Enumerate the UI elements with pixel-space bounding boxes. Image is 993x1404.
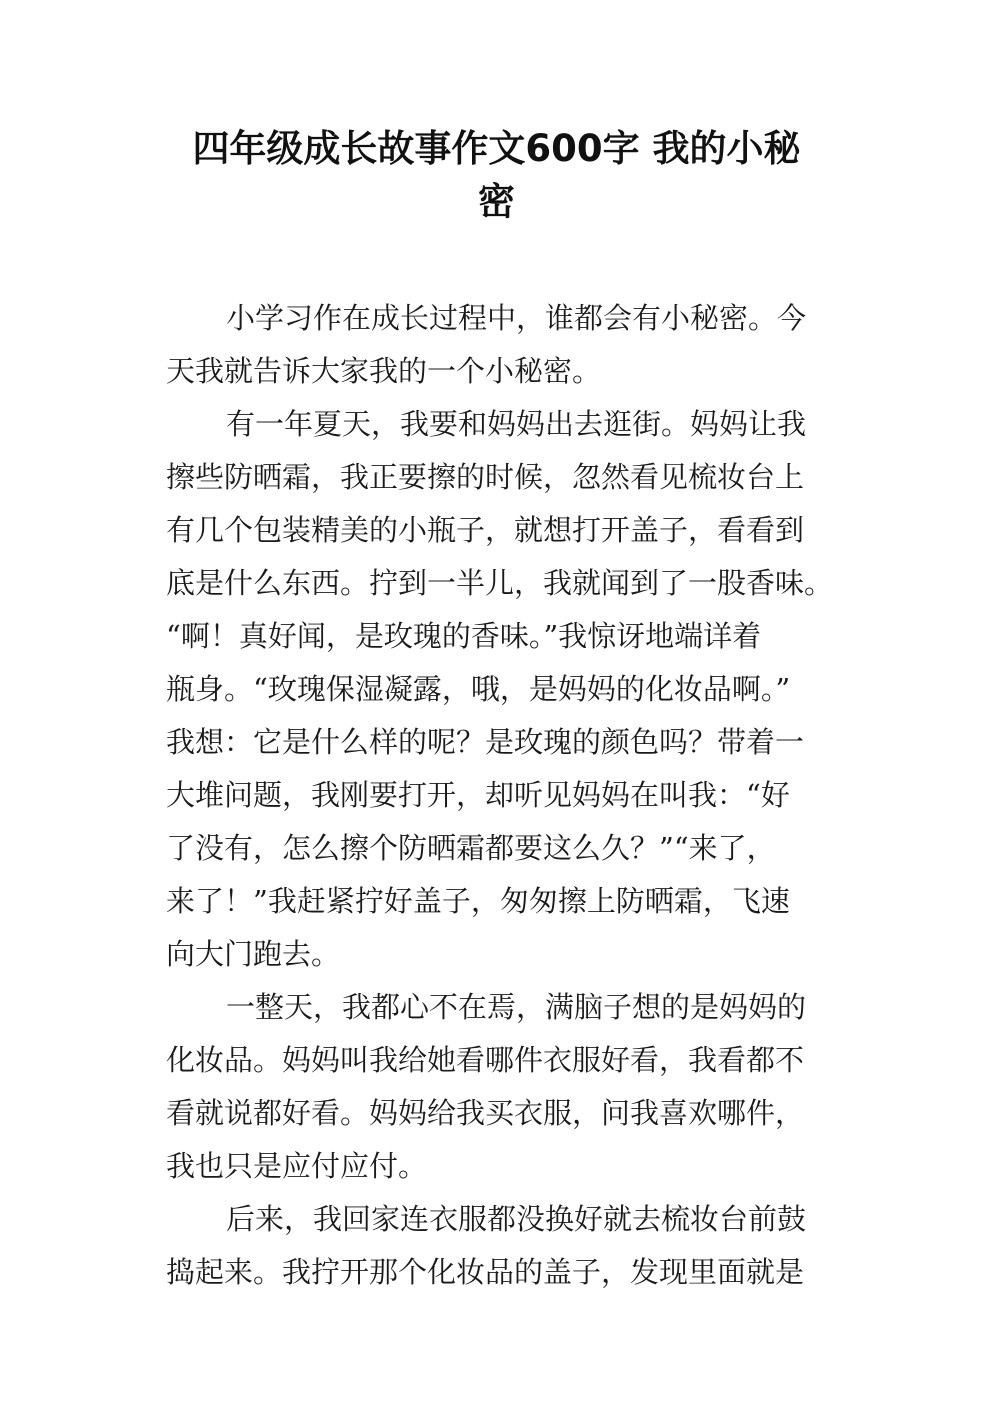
body-line: 大堆问题，我刚要打开，却听见妈妈在叫我：“好 xyxy=(166,778,790,812)
body-line: 一整天，我都心不在焉，满脑子想的是妈妈的 xyxy=(226,990,807,1024)
body-line: 擦些防晒霜，我正要擦的时候，忽然看见梳妆台上 xyxy=(166,460,805,494)
body-line: 来了！”我赶紧拧好盖子，匆匆擦上防晒霜，飞速 xyxy=(166,884,790,918)
title-line-2: 密 xyxy=(478,180,515,223)
body-line: 后来，我回家连衣服都没换好就去梳妆台前鼓 xyxy=(226,1202,807,1236)
body-line: 看就说都好看。妈妈给我买衣服，问我喜欢哪件， xyxy=(166,1096,805,1130)
body-line: 我想：它是什么样的呢？是玫瑰的颜色吗？带着一 xyxy=(166,725,805,759)
body-line: 有几个包装精美的小瓶子，就想打开盖子，看看到 xyxy=(166,513,805,547)
title-line-1: 四年级成长故事作文600字 我的小秘 xyxy=(192,127,801,170)
body-line: 了没有，怎么擦个防晒霜都要这么久？”“来了， xyxy=(166,831,776,865)
body-line: 捣起来。我拧开那个化妆品的盖子，发现里面就是 xyxy=(166,1255,805,1289)
body-line: “啊！真好闻，是玫瑰的香味。”我惊讶地端详着 xyxy=(166,619,762,653)
body-line: 天我就告诉大家我的一个小秘密。 xyxy=(166,354,602,388)
article-body xyxy=(166,292,846,1299)
body-line: 有一年夏天，我要和妈妈出去逛街。妈妈让我 xyxy=(226,407,807,441)
body-line: 底是什么东西。拧到一半儿，我就闻到了一股香味。 xyxy=(166,566,834,600)
body-line: 我也只是应付应付。 xyxy=(166,1149,428,1183)
body-line: 向大门跑去。 xyxy=(166,937,341,971)
body-line: 小学习作在成长过程中，谁都会有小秘密。今 xyxy=(226,301,807,335)
document-title xyxy=(140,122,853,228)
body-line: 瓶身。“玫瑰保湿凝露，哦，是妈妈的化妆品啊。” xyxy=(166,672,791,706)
body-line: 化妆品。妈妈叫我给她看哪件衣服好看，我看都不 xyxy=(166,1043,805,1077)
